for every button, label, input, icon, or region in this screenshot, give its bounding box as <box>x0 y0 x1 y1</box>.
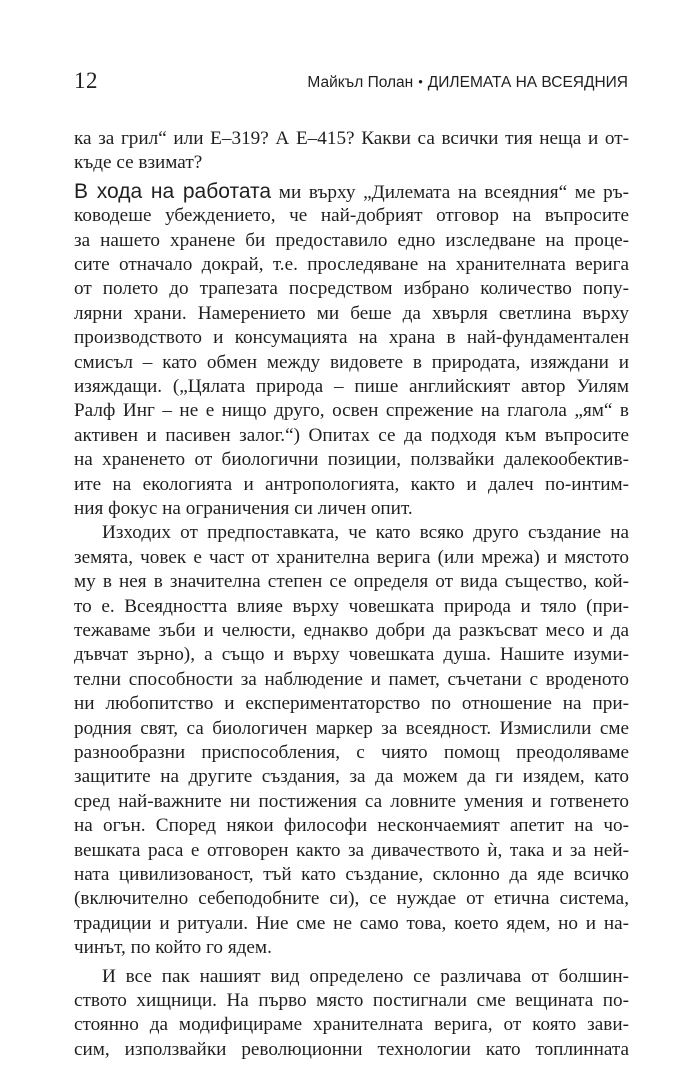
body-line: чинът, по който го ядем. <box>74 937 272 959</box>
running-head-title: ДИЛЕМАТА НА ВСЕЯДНИЯ <box>427 74 628 91</box>
body-line: ната цивилизованост, тъй като създание, склонно да яде всичко <box>74 864 629 885</box>
running-head-author: Майкъл Полан <box>307 74 414 91</box>
body-line: вешката раса е отговорен както за дивачеството ѝ, така и за ней- <box>74 839 629 861</box>
body-line: Ралф Инг – не е нищо друго, освен спрежение на глагола „ям“ в <box>74 400 629 422</box>
body-line: ния фокус на ограничения си личен опит. <box>74 498 413 519</box>
body-line: лярни храни. Намерението ми беше да хвърля светлина върху <box>74 302 629 324</box>
body-line: активен и пасивен залог.“) Опитах се да подходя към въпросите <box>74 424 629 446</box>
body-line: (включително себеподобните си), се нуждае от етична система, <box>74 888 629 910</box>
body-line: на храненето от биологични позиции, ползвайки далекообектив- <box>74 449 629 471</box>
body-line: изяждащи. („Цялата природа – пише английският автор Уилям <box>74 376 629 397</box>
body-line: сим, използвайки революционни технологии като топлинната <box>74 1038 629 1060</box>
body-line: традиции и ритуали. Ние сме не само това, което ядем, но и на- <box>74 912 629 934</box>
body-line: производството и консумацията на храна в най-фундаментален <box>74 327 629 349</box>
page-header <box>74 68 628 98</box>
body-line: дъвчат зърно), а също и върху човешката душа. Нашите изуми- <box>74 644 629 666</box>
body-line: му в нея в значителна степен се определя от вида същество, кой- <box>74 571 629 593</box>
body-line-lead <box>74 179 629 204</box>
body-line: сред най-важните ни постижения са ловните умения и готвенето <box>74 790 629 812</box>
body-line: стоянно да модифицираме хранителната верига, от която зави- <box>74 1014 629 1036</box>
body-line: телни способности за наблюдение и памет, съчетани с вроденото <box>74 668 629 690</box>
running-head <box>307 74 628 92</box>
body-line: тежаваме зъби и челюсти, еднакво добри да разкъсват месо и да <box>74 620 629 641</box>
body-line-indent: Изходих от предпоставката, че като всяко друго създание на <box>102 522 629 544</box>
body-line: ка за грил“ или Е–319? А Е–415? Какви са всички тия неща и от- <box>74 128 629 149</box>
body-line: на огън. Според някои философи нескончаемият апетит на чо- <box>74 815 629 837</box>
page-number: 12 <box>74 68 98 93</box>
body-line: защитите на другите създания, за да можем да ги изядем, като <box>74 766 629 788</box>
body-line: за нашето хранене би предоставило едно изследване на проце- <box>74 229 629 251</box>
body-line-indent: И все пак нашият вид определено се различава от болшин- <box>102 965 629 987</box>
body-line: от полето до трапезата посредством избрано количество попу- <box>74 278 629 300</box>
body-line: смисъл – като обмен между видовете в природата, изяждани и <box>74 351 629 373</box>
body-line: ни любопитство и експериментаторство по отношение на при- <box>74 693 629 715</box>
body-line: ководеше убеждението, че най-добрият отговор на въпросите <box>74 205 629 227</box>
body-line: родния свят, са биологичен маркер за всеядност. Измислили сме <box>74 717 629 739</box>
body-line: ството хищници. На първо място постигнали сме вещината по- <box>74 990 629 1011</box>
body-line: разнообразни приспособления, с чиято помощ преодоляваме <box>74 742 629 763</box>
lead-in-phrase: В хода на работата <box>74 179 272 203</box>
body-line: сите отначало докрай, т.е. проследяване на хранителната верига <box>74 254 629 275</box>
running-head-separator: • <box>418 74 423 89</box>
body-line: ите на екологията и антропологията, както и далеч по-интим- <box>74 473 629 495</box>
body-line: то е. Всеядността влияе върху човешката природа и тяло (при- <box>74 595 629 617</box>
body-line: къде се взимат? <box>74 152 203 174</box>
body-line: земята, човек е част от хранителна верига (или мрежа) и мястото <box>74 546 629 568</box>
lead-in-continuation: ми върху „Дилемата на всеядния“ ме ръ- <box>271 181 629 203</box>
